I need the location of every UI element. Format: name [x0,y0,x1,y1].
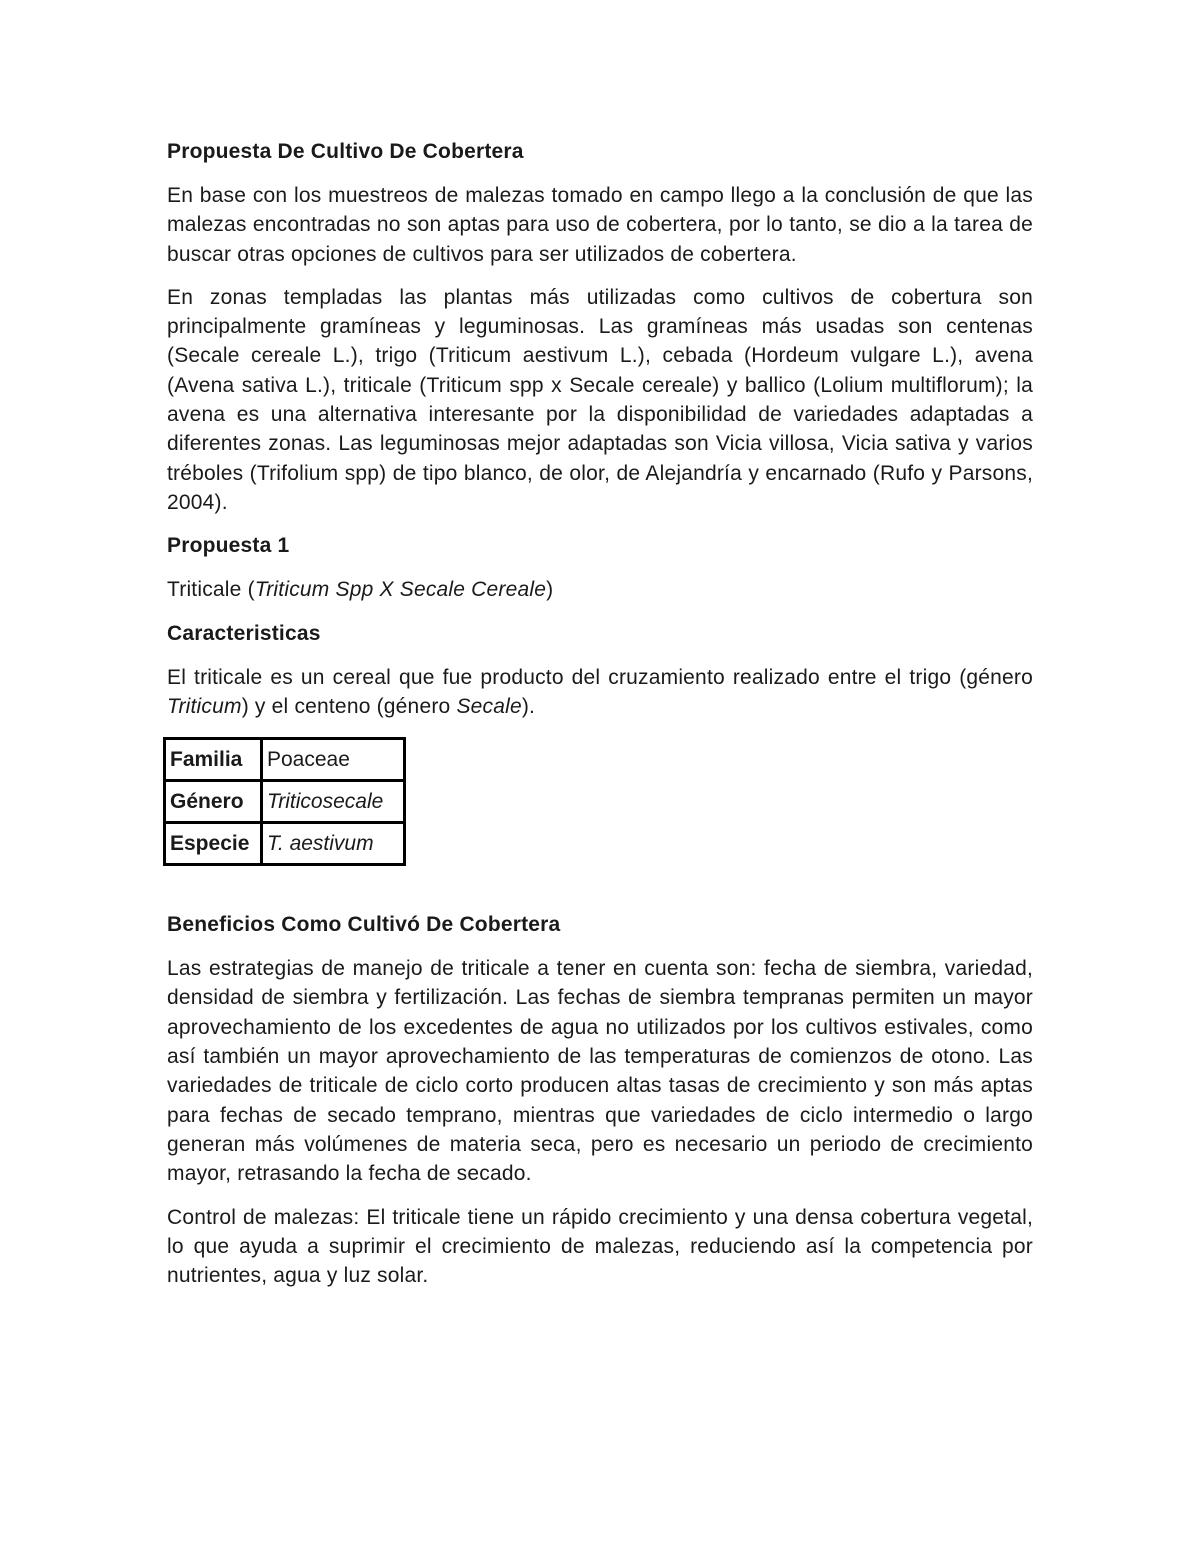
crop-name-close: ) [546,578,554,602]
cover-crops-paragraph: En zonas templadas las plantas más utilizadas como cultivos de cobertura son principalmente gramíneas y leguminosas. Las gramíneas más usadas son centenas (Secale cereale L.), trigo (Triticum aestivum L.), cebada (Hordeum vulgare L.), avena (Avena sativa L.), triticale (Triticum spp x Secale cereale) y ballico (Lolium multiflorum); la avena es una alternativa interesante por la disponibilidad de variedades adaptadas a diferentes zonas. Las leguminosas mejor adaptadas son Vicia villosa, Vicia sativa y varios tréboles (Trifolium spp) de tipo blanco, de olor, de Alejandría y encarnado (Rufo y Parsons, 2004). [167,285,1033,514]
taxonomy-label: Género [165,781,262,823]
taxonomy-label: Familia [165,739,262,781]
characteristics-text: ). [521,694,536,718]
table-row [165,823,405,865]
benefits-title: Beneficios Como Cultivó De Cobertera [167,913,561,937]
taxonomy-table [163,737,406,866]
section-title: Propuesta De Cultivo De Cobertera [167,140,524,163]
characteristics-text: ) y el centeno (género [241,694,457,718]
table-row [165,739,405,781]
characteristics-text: El triticale es un cereal que fue producto del cruzamiento realizado entre el trigo (género [167,665,1033,689]
genus-secale: Secale [456,694,522,718]
table-row [165,781,405,823]
proposal-title: Propuesta 1 [167,534,290,558]
document-page [167,137,1033,1304]
taxonomy-value: Poaceae [262,739,405,781]
crop-scientific-name: Triticum Spp X Secale Cereale [254,578,547,602]
taxonomy-value: Triticosecale [262,781,405,823]
weed-control-paragraph: Control de malezas: El triticale tiene un rápido crecimiento y una densa cobertura vegetal, lo que ayuda a suprimir el crecimiento de malezas, reduciendo así la competencia por nutrientes, agua y luz solar. [167,1205,1033,1288]
crop-name [167,575,1033,604]
characteristics-title: Caracteristicas [167,621,321,645]
genus-triticum: Triticum [167,694,242,718]
taxonomy-label: Especie [165,823,262,865]
taxonomy-value: T. aestivum [262,823,405,865]
benefits-paragraph: Las estrategias de manejo de triticale a tener en cuenta son: fecha de siembra, variedad, densidad de siembra y fertilización. Las fechas de siembra tempranas permiten un mayor aprovechamiento de los excedentes de agua no utilizados por los cultivos estivales, como así también un mayor aprovechamiento de las temperaturas de comienzos de otono. Las variedades de triticale de ciclo corto producen altas tasas de crecimiento y son más aptas para fechas de secado temprano, mientras que variedades de ciclo intermedio o largo generan más volúmenes de materia seca, pero es necesario un periodo de crecimiento mayor, retrasando la fecha de secado. [167,957,1033,1186]
spacer [167,866,1033,910]
intro-paragraph: En base con los muestreos de malezas tomado en campo llego a la conclusión de que las malezas encontradas no son aptas para uso de cobertera, por lo tanto, se dio a la tarea de buscar otras opciones de cultivos para ser utilizados de cobertera. [167,184,1033,266]
crop-common-name: Triticale ( [167,578,255,602]
characteristics-paragraph [167,663,1033,722]
